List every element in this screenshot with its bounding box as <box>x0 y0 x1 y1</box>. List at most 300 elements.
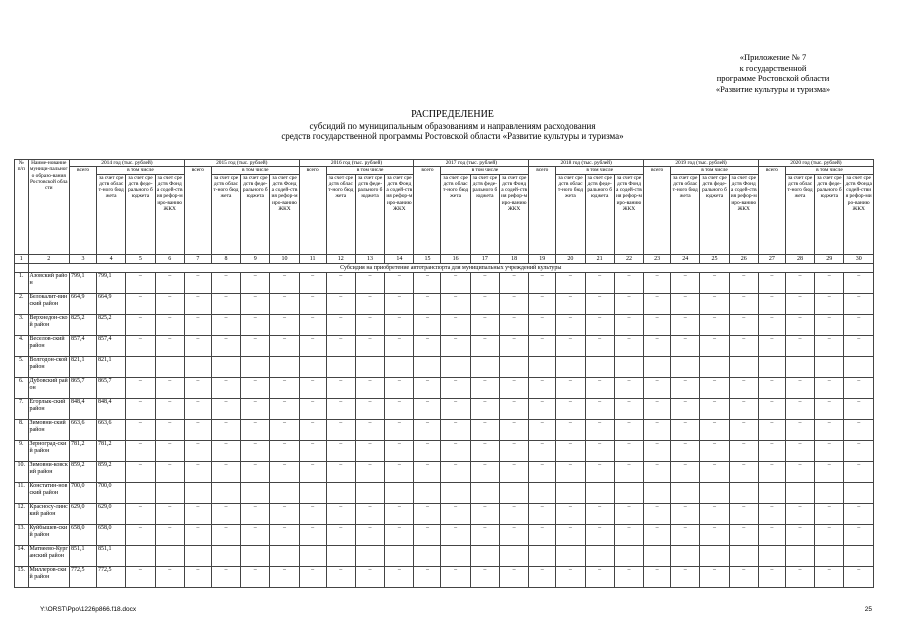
row-district-name: Куйбышев-ский район <box>28 524 70 545</box>
row-district-name: Белокалит-винский район <box>28 293 70 314</box>
row-empty-cell: – <box>844 524 874 545</box>
row-regional-2014: 865,7 <box>97 377 126 398</box>
row-empty-cell: – <box>270 461 299 482</box>
row-district-name: Дубовский район <box>28 377 70 398</box>
row-empty-cell: – <box>155 314 184 335</box>
row-empty-cell: – <box>470 524 499 545</box>
row-number: 11. <box>15 482 29 503</box>
row-district-name: Зерноград-ский район <box>28 440 70 461</box>
table-row <box>15 356 874 377</box>
table-row <box>15 482 874 503</box>
row-empty-cell: – <box>556 335 585 356</box>
row-empty-cell <box>241 482 270 503</box>
row-empty-cell: – <box>414 314 441 335</box>
row-empty-cell: – <box>355 440 384 461</box>
row-empty-cell: – <box>700 335 729 356</box>
row-empty-cell <box>644 356 671 377</box>
row-empty-cell: – <box>270 398 299 419</box>
row-empty-cell: – <box>126 461 155 482</box>
row-empty-cell: – <box>155 293 184 314</box>
row-empty-cell: – <box>441 524 470 545</box>
row-total-2014: 664,9 <box>70 293 97 314</box>
row-district-name: Верхнедон-ской район <box>28 314 70 335</box>
row-regional-2014: 772,5 <box>97 566 126 587</box>
row-empty-cell: – <box>785 272 814 293</box>
row-empty-cell: – <box>126 272 155 293</box>
row-number: 6. <box>15 377 29 398</box>
row-empty-cell: – <box>785 503 814 524</box>
row-empty-cell <box>211 482 240 503</box>
row-empty-cell: – <box>126 503 155 524</box>
row-empty-cell: – <box>211 440 240 461</box>
row-empty-cell: – <box>644 461 671 482</box>
row-empty-cell: – <box>644 566 671 587</box>
row-empty-cell: – <box>299 566 326 587</box>
row-empty-cell <box>126 545 155 566</box>
row-empty-cell: – <box>700 398 729 419</box>
row-empty-cell <box>441 482 470 503</box>
row-empty-cell: – <box>556 566 585 587</box>
column-number: 9 <box>241 254 270 263</box>
row-empty-cell: – <box>585 335 614 356</box>
row-empty-cell: – <box>126 566 155 587</box>
row-empty-cell: – <box>299 398 326 419</box>
row-empty-cell: – <box>385 440 414 461</box>
row-empty-cell: – <box>815 377 844 398</box>
row-empty-cell: – <box>729 419 758 440</box>
row-empty-cell <box>270 356 299 377</box>
row-empty-cell: – <box>758 398 785 419</box>
row-empty-cell: – <box>614 272 643 293</box>
row-empty-cell: – <box>241 524 270 545</box>
row-empty-cell: – <box>126 398 155 419</box>
header-subcol: за счет средств Фонда содей-ствия рефор-миро-ванию ЖКХ <box>729 174 758 254</box>
row-empty-cell: – <box>700 461 729 482</box>
row-empty-cell: – <box>729 293 758 314</box>
section-cell-empty <box>15 263 29 272</box>
row-empty-cell: – <box>126 419 155 440</box>
row-empty-cell: – <box>556 293 585 314</box>
row-empty-cell: – <box>385 314 414 335</box>
column-number: 3 <box>70 254 97 263</box>
row-empty-cell: – <box>585 377 614 398</box>
table-row <box>15 461 874 482</box>
row-empty-cell: – <box>671 524 700 545</box>
row-number: 12. <box>15 503 29 524</box>
row-empty-cell <box>700 482 729 503</box>
row-empty-cell: – <box>758 440 785 461</box>
row-total-2014: 865,7 <box>70 377 97 398</box>
row-empty-cell <box>556 482 585 503</box>
row-empty-cell: – <box>785 524 814 545</box>
header-subcol: за счет средств феде-рального бюджета <box>700 174 729 254</box>
row-empty-cell <box>844 482 874 503</box>
row-empty-cell: – <box>671 503 700 524</box>
column-number: 1 <box>15 254 29 263</box>
column-number: 20 <box>556 254 585 263</box>
row-empty-cell: – <box>414 419 441 440</box>
row-empty-cell <box>326 482 355 503</box>
row-empty-cell: – <box>614 440 643 461</box>
row-empty-cell <box>815 545 844 566</box>
header-subcol: за счет средств феде-рального бюджета <box>241 174 270 254</box>
row-empty-cell <box>299 482 326 503</box>
row-empty-cell: – <box>385 503 414 524</box>
row-regional-2014: 851,1 <box>97 545 126 566</box>
row-empty-cell: – <box>355 566 384 587</box>
row-empty-cell: – <box>470 398 499 419</box>
row-empty-cell <box>155 482 184 503</box>
row-empty-cell: – <box>299 419 326 440</box>
row-total-2014: 821,1 <box>70 356 97 377</box>
row-empty-cell: – <box>326 440 355 461</box>
row-empty-cell: – <box>500 314 529 335</box>
row-empty-cell: – <box>270 524 299 545</box>
row-empty-cell: – <box>556 461 585 482</box>
row-empty-cell: – <box>126 440 155 461</box>
row-empty-cell <box>785 356 814 377</box>
column-number: 11 <box>299 254 326 263</box>
row-empty-cell: – <box>700 272 729 293</box>
header-year: 2016 год (тыс. рублей) <box>299 160 414 167</box>
row-empty-cell: – <box>729 440 758 461</box>
row-district-name: Зимовни-ковский район <box>28 461 70 482</box>
row-empty-cell: – <box>326 377 355 398</box>
row-empty-cell <box>785 545 814 566</box>
row-empty-cell: – <box>785 566 814 587</box>
row-empty-cell: – <box>299 461 326 482</box>
row-empty-cell: – <box>529 566 556 587</box>
row-empty-cell <box>614 482 643 503</box>
row-empty-cell: – <box>355 398 384 419</box>
row-empty-cell: – <box>385 293 414 314</box>
row-empty-cell: – <box>385 335 414 356</box>
row-district-name: Матвеево-Курганский район <box>28 545 70 566</box>
row-empty-cell: – <box>529 293 556 314</box>
row-empty-cell: – <box>241 566 270 587</box>
row-empty-cell: – <box>211 524 240 545</box>
row-empty-cell <box>326 356 355 377</box>
row-district-name: Волгодон-ской район <box>28 356 70 377</box>
row-empty-cell: – <box>155 398 184 419</box>
column-number: 19 <box>529 254 556 263</box>
row-empty-cell: – <box>815 272 844 293</box>
column-number: 21 <box>585 254 614 263</box>
column-number: 6 <box>155 254 184 263</box>
header-incl: в том числе <box>556 167 644 174</box>
column-number: 7 <box>184 254 211 263</box>
row-empty-cell: – <box>441 398 470 419</box>
row-empty-cell: – <box>729 566 758 587</box>
row-empty-cell: – <box>529 419 556 440</box>
distribution-table <box>14 159 874 588</box>
row-empty-cell: – <box>758 335 785 356</box>
row-empty-cell: – <box>785 398 814 419</box>
row-empty-cell: – <box>184 272 211 293</box>
header-total: всего <box>529 167 556 254</box>
row-empty-cell <box>758 545 785 566</box>
row-empty-cell: – <box>211 272 240 293</box>
row-empty-cell: – <box>385 272 414 293</box>
row-empty-cell <box>126 356 155 377</box>
row-empty-cell: – <box>414 335 441 356</box>
row-empty-cell: – <box>671 293 700 314</box>
row-empty-cell: – <box>758 293 785 314</box>
row-empty-cell <box>299 356 326 377</box>
header-subcol: за счет средств Фонда содей-ствия рефор-миро-ванию ЖКХ <box>500 174 529 254</box>
row-empty-cell: – <box>758 377 785 398</box>
row-empty-cell: – <box>671 398 700 419</box>
row-number: 9. <box>15 440 29 461</box>
document-title <box>0 110 905 142</box>
column-number: 30 <box>844 254 874 263</box>
row-empty-cell: – <box>614 503 643 524</box>
row-empty-cell <box>326 545 355 566</box>
row-district-name: Миллеров-ский район <box>28 566 70 587</box>
row-empty-cell: – <box>270 314 299 335</box>
row-empty-cell: – <box>529 314 556 335</box>
header-subcol: за счет средств област-ного бюджета <box>785 174 814 254</box>
row-empty-cell: – <box>441 377 470 398</box>
row-empty-cell: – <box>785 335 814 356</box>
row-empty-cell: – <box>326 314 355 335</box>
row-empty-cell <box>355 545 384 566</box>
row-empty-cell: – <box>385 377 414 398</box>
row-empty-cell: – <box>815 293 844 314</box>
row-empty-cell: – <box>155 335 184 356</box>
title-line: субсидий по муниципальным образованиям и направлениям расходования <box>309 120 596 131</box>
table-row <box>15 314 874 335</box>
row-empty-cell <box>299 545 326 566</box>
row-empty-cell <box>470 545 499 566</box>
row-empty-cell: – <box>758 566 785 587</box>
row-empty-cell: – <box>326 398 355 419</box>
row-empty-cell <box>470 482 499 503</box>
row-empty-cell <box>729 356 758 377</box>
table-row <box>15 398 874 419</box>
row-empty-cell: – <box>441 335 470 356</box>
row-empty-cell: – <box>241 272 270 293</box>
row-empty-cell <box>614 356 643 377</box>
table-row <box>15 524 874 545</box>
row-empty-cell <box>529 482 556 503</box>
row-empty-cell <box>441 545 470 566</box>
column-number: 27 <box>758 254 785 263</box>
row-empty-cell: – <box>155 524 184 545</box>
row-district-name: Констатин-новский район <box>28 482 70 503</box>
row-empty-cell: – <box>355 524 384 545</box>
row-empty-cell: – <box>500 524 529 545</box>
row-empty-cell: – <box>155 503 184 524</box>
row-number: 2. <box>15 293 29 314</box>
row-empty-cell: – <box>414 524 441 545</box>
row-empty-cell: – <box>500 293 529 314</box>
row-empty-cell: – <box>470 566 499 587</box>
row-total-2014: 772,5 <box>70 566 97 587</box>
row-empty-cell: – <box>299 440 326 461</box>
row-empty-cell: – <box>326 272 355 293</box>
row-empty-cell: – <box>556 398 585 419</box>
table-row <box>15 503 874 524</box>
row-empty-cell: – <box>529 503 556 524</box>
row-total-2014: 700,0 <box>70 482 97 503</box>
row-empty-cell: – <box>441 503 470 524</box>
column-number: 12 <box>326 254 355 263</box>
row-empty-cell: – <box>470 377 499 398</box>
row-empty-cell <box>729 545 758 566</box>
row-empty-cell: – <box>184 524 211 545</box>
header-subcol: за счет средств Фонда содей-ствия рефор-миро-ванию ЖКХ <box>385 174 414 254</box>
row-empty-cell: – <box>441 272 470 293</box>
row-empty-cell: – <box>700 503 729 524</box>
row-empty-cell <box>355 482 384 503</box>
column-number: 24 <box>671 254 700 263</box>
row-empty-cell: – <box>184 440 211 461</box>
row-empty-cell: – <box>644 314 671 335</box>
row-empty-cell: – <box>470 335 499 356</box>
row-empty-cell <box>385 545 414 566</box>
row-empty-cell: – <box>671 566 700 587</box>
row-empty-cell <box>270 482 299 503</box>
row-empty-cell: – <box>326 461 355 482</box>
row-total-2014: 851,1 <box>70 545 97 566</box>
row-empty-cell <box>614 545 643 566</box>
row-empty-cell: – <box>585 461 614 482</box>
header-subcol: за счет средств област-ного бюджета <box>326 174 355 254</box>
row-district-name: Азовский район <box>28 272 70 293</box>
column-number: 25 <box>700 254 729 263</box>
row-empty-cell <box>785 482 814 503</box>
row-empty-cell <box>211 356 240 377</box>
row-empty-cell: – <box>556 503 585 524</box>
row-empty-cell: – <box>414 377 441 398</box>
title-main: РАСПРЕДЕЛЕНИЕ <box>411 109 494 120</box>
row-empty-cell: – <box>729 272 758 293</box>
row-empty-cell: – <box>644 377 671 398</box>
row-empty-cell: – <box>585 419 614 440</box>
column-number: 23 <box>644 254 671 263</box>
row-empty-cell: – <box>470 503 499 524</box>
row-empty-cell: – <box>785 314 814 335</box>
row-empty-cell: – <box>500 377 529 398</box>
row-empty-cell: – <box>671 335 700 356</box>
row-empty-cell: – <box>184 293 211 314</box>
row-empty-cell: – <box>844 335 874 356</box>
row-empty-cell: – <box>700 293 729 314</box>
row-empty-cell: – <box>785 440 814 461</box>
row-total-2014: 857,4 <box>70 335 97 356</box>
row-empty-cell: – <box>844 314 874 335</box>
row-empty-cell: – <box>758 272 785 293</box>
row-number: 3. <box>15 314 29 335</box>
row-empty-cell: – <box>614 398 643 419</box>
header-subcol: за счет средств феде-рального бюджета <box>126 174 155 254</box>
row-empty-cell: – <box>844 503 874 524</box>
header-year: 2020 год (тыс. рублей) <box>758 160 873 167</box>
row-empty-cell: – <box>844 398 874 419</box>
header-total: всего <box>70 167 97 254</box>
row-empty-cell: – <box>815 314 844 335</box>
header-subcol: за счет средств област-ного бюджета <box>556 174 585 254</box>
row-empty-cell: – <box>211 398 240 419</box>
row-number: 4. <box>15 335 29 356</box>
row-empty-cell: – <box>556 524 585 545</box>
header-incl: в том числе <box>326 167 414 174</box>
row-number: 15. <box>15 566 29 587</box>
row-empty-cell: – <box>299 377 326 398</box>
header-total: всего <box>184 167 211 254</box>
row-empty-cell: – <box>729 398 758 419</box>
row-empty-cell: – <box>270 440 299 461</box>
row-empty-cell: – <box>671 272 700 293</box>
row-empty-cell: – <box>441 419 470 440</box>
row-empty-cell: – <box>500 272 529 293</box>
row-empty-cell: – <box>414 398 441 419</box>
row-empty-cell: – <box>241 419 270 440</box>
row-empty-cell: – <box>241 461 270 482</box>
row-empty-cell: – <box>585 398 614 419</box>
row-empty-cell: – <box>385 566 414 587</box>
row-empty-cell: – <box>414 566 441 587</box>
row-empty-cell: – <box>299 503 326 524</box>
row-empty-cell: – <box>126 314 155 335</box>
row-empty-cell: – <box>671 419 700 440</box>
row-empty-cell: – <box>500 503 529 524</box>
row-empty-cell: – <box>815 461 844 482</box>
row-empty-cell <box>500 545 529 566</box>
row-empty-cell <box>441 356 470 377</box>
row-empty-cell: – <box>184 314 211 335</box>
row-regional-2014: 781,2 <box>97 440 126 461</box>
row-empty-cell: – <box>644 272 671 293</box>
header-total: всего <box>299 167 326 254</box>
row-empty-cell: – <box>671 314 700 335</box>
row-empty-cell: – <box>441 566 470 587</box>
row-empty-cell: – <box>299 293 326 314</box>
row-empty-cell <box>385 482 414 503</box>
row-empty-cell: – <box>241 398 270 419</box>
row-empty-cell: – <box>241 314 270 335</box>
row-empty-cell: – <box>729 524 758 545</box>
row-empty-cell: – <box>441 314 470 335</box>
row-empty-cell: – <box>414 293 441 314</box>
appendix-line: «Развитие культуры и туризма» <box>715 83 831 94</box>
row-empty-cell: – <box>644 419 671 440</box>
row-empty-cell: – <box>211 377 240 398</box>
row-empty-cell <box>815 356 844 377</box>
row-regional-2014: 658,0 <box>97 524 126 545</box>
row-empty-cell: – <box>155 566 184 587</box>
row-empty-cell: – <box>585 293 614 314</box>
row-empty-cell: – <box>414 461 441 482</box>
row-empty-cell: – <box>355 293 384 314</box>
row-empty-cell <box>671 545 700 566</box>
row-empty-cell: – <box>529 524 556 545</box>
row-number: 1. <box>15 272 29 293</box>
row-empty-cell: – <box>729 377 758 398</box>
row-empty-cell: – <box>614 524 643 545</box>
footer-file-path: Y:\ORST\Ppo\1226p866.f18.docx <box>40 606 137 613</box>
row-empty-cell: – <box>556 419 585 440</box>
row-empty-cell: – <box>184 377 211 398</box>
row-empty-cell: – <box>785 377 814 398</box>
row-empty-cell: – <box>184 503 211 524</box>
row-district-name: Егорлык-ский район <box>28 398 70 419</box>
row-empty-cell: – <box>470 461 499 482</box>
row-empty-cell: – <box>126 335 155 356</box>
row-empty-cell: – <box>155 440 184 461</box>
row-empty-cell: – <box>614 566 643 587</box>
